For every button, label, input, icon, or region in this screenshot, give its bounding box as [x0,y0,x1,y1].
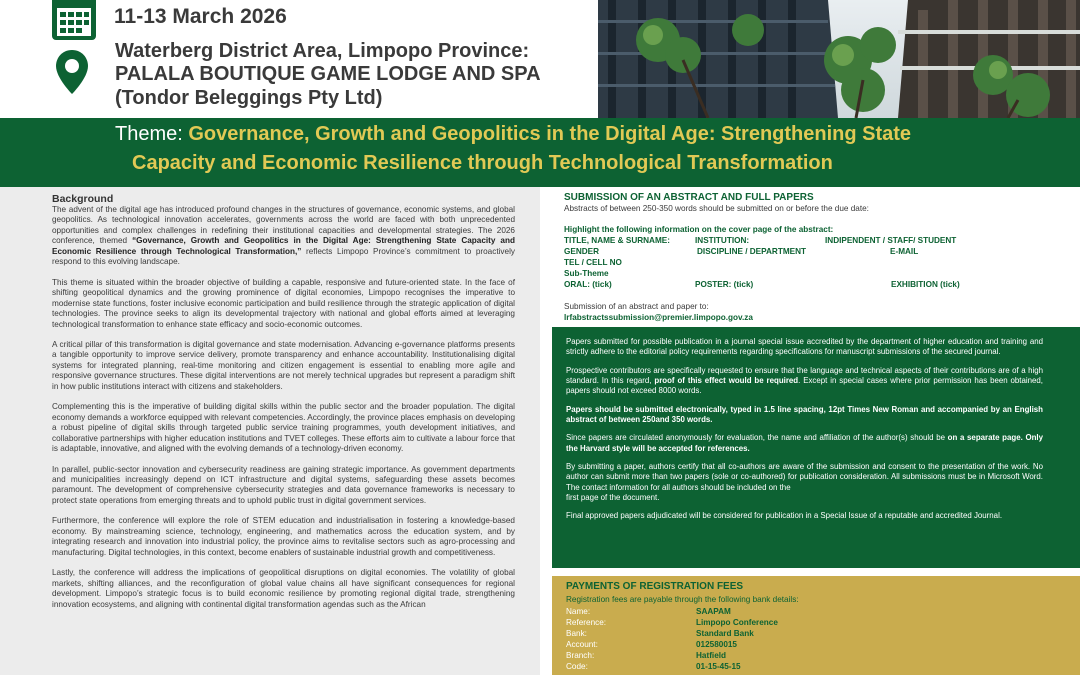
fee-label: Name: [566,607,591,616]
field-title-name: TITLE, NAME & SURNAME: [564,236,670,245]
field-email: E-MAIL [890,247,919,256]
submission-email-link[interactable]: lrfabstractssubmission@premier.limpopo.gov.za [564,313,753,322]
background-heading: Background [52,193,114,205]
fee-value: SAAPAM [696,607,731,616]
background-paragraph: A critical pillar of this transformation is digital governance and state modernisation. Advancing e-governance platforms presents a tangible opportunity to improve service delivery, promote transparency and enhance accountability. Institutionalising digital systems for integrated planning, real-time monitoring and citizen engagement is essential to enabling more agile and responsive governance structures. These digital interventions are not merely technical upgrades but represent a paradigm shift in how public institutions interact with citizens and stakeholders. [52,339,515,391]
field-poster: POSTER: (tick) [695,280,754,289]
papers-p2-tail: . Except in special cases where prior permission has been obtained, papers should not exceed 8000 words. [566,376,1043,396]
field-independent: INDIPENDENT / STAFF/ STUDENT [825,236,957,245]
right-column [540,187,1080,675]
theme-title-line-1: Governance, Growth and Geopolitics in the Digital Age: Strengthening State [188,123,912,145]
theme-line-1 [115,123,911,146]
theme-title-line-2: Capacity and Economic Resilience through Technological Transformation [132,152,833,174]
background-p1-text: The advent of the digital age has introduced profound changes in the structures of governance, economic systems, and global geopolitics. As technological innovation accelerates, governments across the world are faced with both unprecedented opportunities and complex challenges in redefining their institutional capacities and developmental strategies. The 2026 conference, themed [52,205,515,246]
fee-row-branch [566,651,966,662]
field-gender: GENDER [564,247,600,256]
papers-p4-harvard: on a separate page. Only the Harvard style will be accepted for references. [566,433,1043,453]
background-paragraph: Furthermore, the conference will explore the role of STEM education and industrialisation in fostering a knowledge-based economy. By mainstreaming science, technology, engineering, and mathematics across the education system, and by integrating research and innovation into industrial policy, the province aims to revitalise sectors such as agro-processing and manufacturing. Digital technologies, in this context, become enablers of sustainable industrial growth and competitiveness. [52,516,515,557]
papers-p4-text: Since papers are circulated anonymously for evaluation, the name and affiliation of the author(s) should be [566,433,948,443]
submission-address-label: Submission of an abstract and paper to: [564,302,709,311]
papers-p3-format: Papers should be submitted electronically, typed in 1.5 line spacing, 12pt Times New Roman and accompanied by an English abstract of between 250and 350 words. [566,404,1043,425]
background-paragraph: In parallel, public-sector innovation and cybersecurity readiness are gaining strategic importance. As government departments and municipalities increasingly depend on ICT infrastructure and digital systems, safeguarding these assets becomes paramount. The development of comprehensive cybersecurity strategies and data governance frameworks is necessary to protect state operations from emerging threats and to uphold public trust in digital government services. [52,464,515,505]
papers-guidelines-box [552,327,1080,568]
fees-intro: Registration fees are payable through the following bank details: [566,595,799,604]
background-paragraph: This theme is situated within the broader objective of building a capable, responsive and future-oriented state. In the face of shifting geopolitical dynamics and the growing prominence of digital economies, Limpopo recognises the imperative to modernise state functions, foster inclusive economic participation and build resilience through the strategic application of digital technologies. The province seeks to align its developmental trajectory with national and global efforts aimed at leveraging technological transformation to enhance state efficacy and socio-economic outcomes. [52,277,515,329]
location-pin-icon [54,48,90,96]
submission-heading: SUBMISSION OF AN ABSTRACT AND FULL PAPERS [564,192,814,203]
papers-guidelines-text [566,337,1043,529]
fee-value: 01-15-45-15 [696,662,741,671]
papers-p5-tail: first page of the document. [566,493,660,503]
papers-paragraph: Final approved papers adjudicated will be considered for publication in a Special Issue of a reputable and accredited Journal. [566,511,1003,521]
calendar-icon [52,0,96,40]
papers-paragraph: Papers submitted for possible publication in a journal special issue accredited by the department of higher education and training and strictly adhere to the editorial policy requirements regarding specifications for manuscript submissions of the secured journal. [566,337,1043,357]
background-p1-tail: reflects Limpopo Province’s commitment to proactively respond to this evolving landscape. [52,246,515,267]
fee-label: Code: [566,662,588,671]
background-paragraph [52,205,515,268]
fee-row-reference [566,618,966,629]
header [0,0,1080,118]
venue-line-company: (Tondor Beleggings Pty Ltd) [115,87,383,109]
papers-paragraph [566,462,1043,504]
theme-band [0,118,1080,187]
papers-paragraph [566,405,1043,426]
venue-line-lodge: PALALA BOUTIQUE GAME LODGE AND SPA [115,63,541,85]
field-tel: TEL / CELL NO [564,258,622,267]
background-text [52,193,515,620]
fee-row-name [566,607,966,618]
field-subtheme: Sub-Theme [564,269,609,278]
fees-heading: PAYMENTS OF REGISTRATION FEES [566,581,744,592]
field-institution: INSTITUTION: [695,236,750,245]
background-panel [0,187,540,675]
papers-paragraph [566,366,1043,397]
field-discipline: DISCIPLINE / DEPARTMENT [697,247,807,256]
fee-value: Limpopo Conference [696,618,778,627]
background-p1-theme: “Governance, Growth and Geopolitics in the Digital Age: Strengthening State Capacity and Economic Resilience through Technological Transformation,” [52,236,515,256]
background-paragraph: Complementing this is the imperative of building digital skills within the public sector and the broader population. The digital economy demands a workforce equipped with relevant competencies. Accordingly, the province places emphasis on developing a robust pipeline of digital skills through targeted public service training programmes, youth development initiatives, and collaborative partnerships with higher education institutions and TVET colleges. These efforts aim to cultivate a labour force that is adaptable, innovative, and aligned with the evolving demands of a technology-driven economy. [52,402,515,454]
papers-p5-text: By submitting a paper, authors certify that all co-authors are aware of the submission and consent to the presentation of the work. No author can submit more than two papers (sole or co-authored) for publication consideration. All submissions must be in Microsoft Word. The contact information for all authors should be included on the [566,461,1043,492]
papers-p2-text: Prospective contributors are specifically requested to ensure that the language and technical aspects of their contributions are of a high standard. In this regard, [566,365,1043,386]
field-exhibition: EXHIBITION (tick) [891,280,960,289]
fee-value: 012580015 [696,640,737,649]
fee-label: Account: [566,640,598,649]
fee-value: Standard Bank [696,629,754,638]
papers-paragraph [566,433,1043,454]
papers-p2-proof: proof of this effect would be required [654,376,799,386]
fee-value: Hatfield [696,651,727,660]
fee-label: Branch: [566,651,595,660]
fee-row-bank [566,629,966,640]
theme-label: Theme: [115,123,183,145]
event-date: 11-13 March 2026 [114,5,287,28]
building-photo [598,0,1080,118]
fee-row-account [566,640,966,651]
registration-fees-box [552,576,1080,675]
submission-intro: Abstracts of between 250-350 words should be submitted on or before the due date: [564,204,869,213]
field-oral: ORAL: (tick) [564,280,612,289]
fee-label: Reference: [566,618,607,627]
background-paragraph: Lastly, the conference will address the implications of geopolitical disruptions on digital economies. The volatility of global markets, shifting alliances, and the reconfiguration of global value chains all have significant consequences for regional development. Limpopo’s strategic focus is to build economic resilience by promoting regional digital trade, strengthening innovation ecosystems, and aligning with continental digital transformation agendas such as the African [52,568,515,609]
fee-label: Bank: [566,629,587,638]
submission-highlight: Highlight the following information on the cover page of the abstract: [564,225,834,234]
venue-line-district: Waterberg District Area, Limpopo Province: [115,40,530,62]
fee-row-code [566,662,966,673]
submission-section [540,187,1080,327]
